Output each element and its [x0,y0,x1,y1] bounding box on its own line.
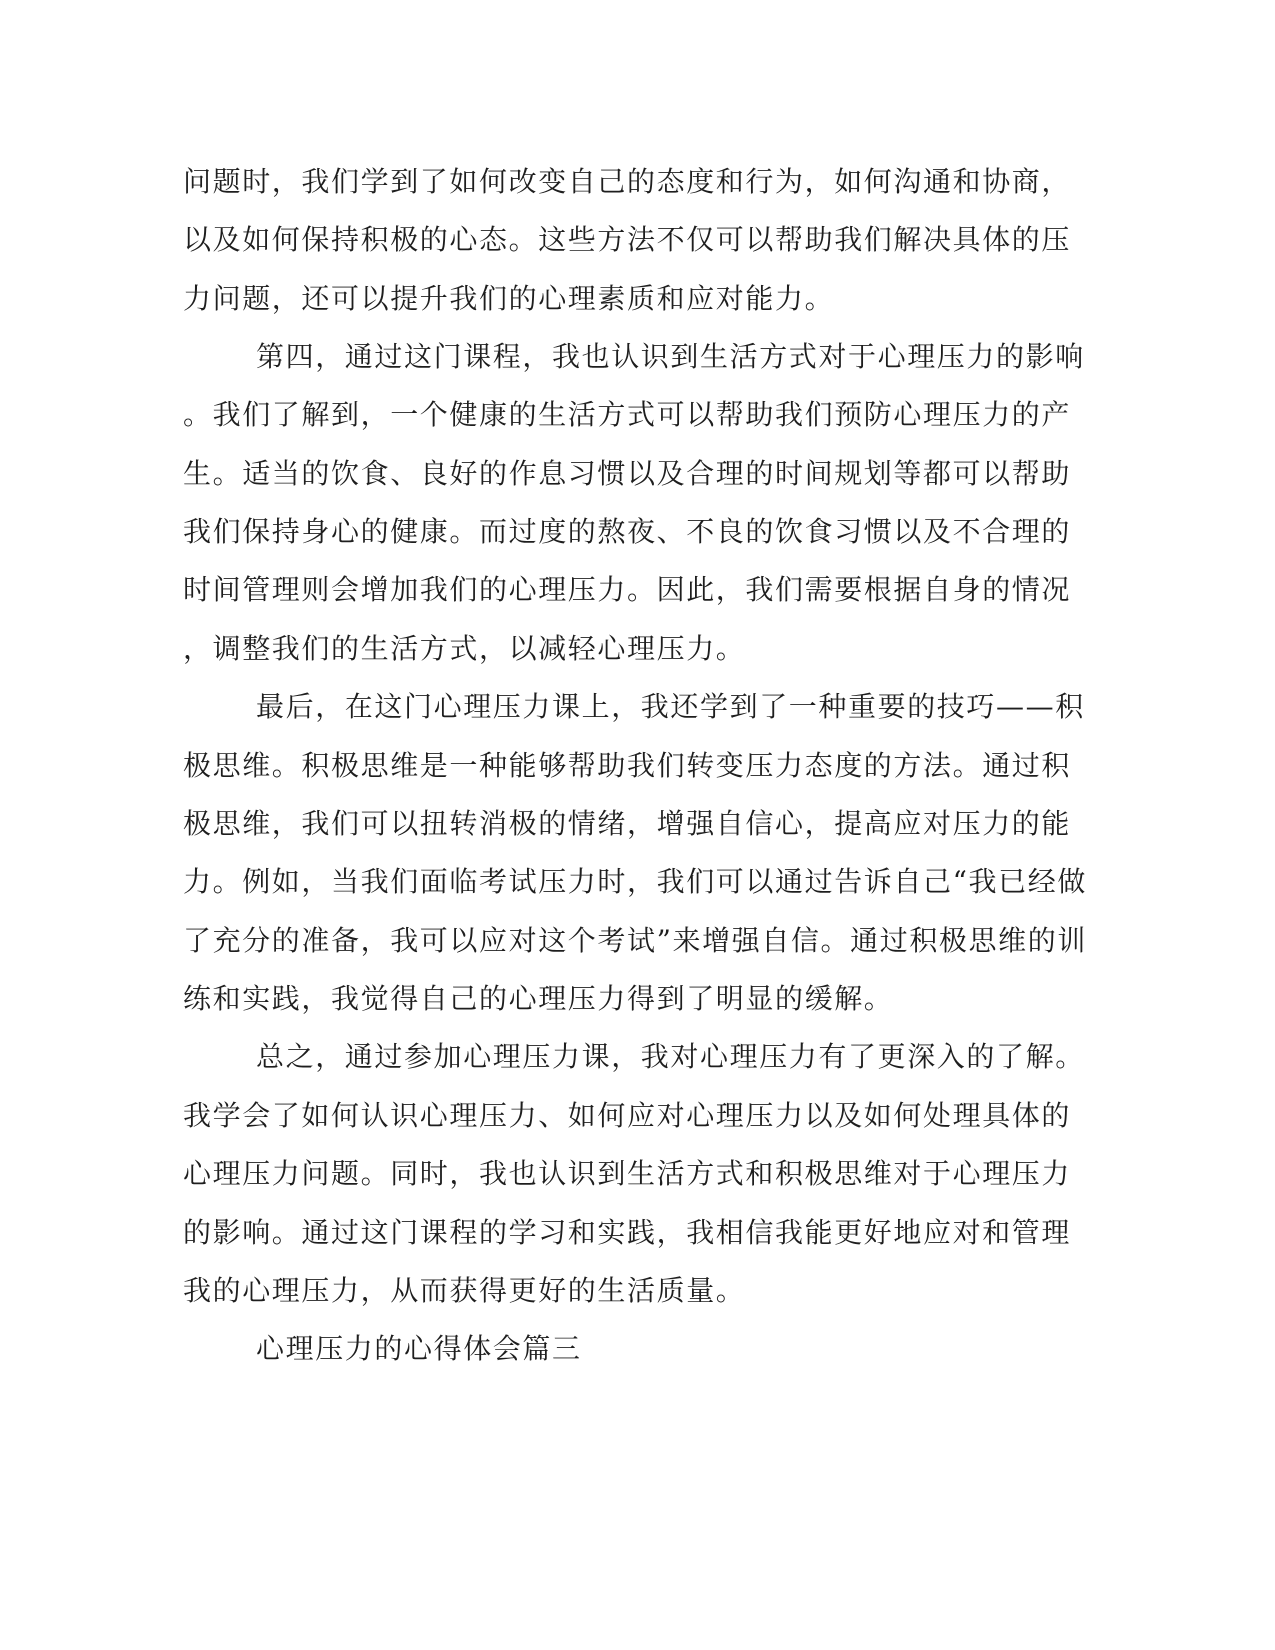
text-line: 的影响。通过这门课程的学习和实践，我相信我能更好地应对和管理 [183,1216,1072,1249]
text-line: 练和实践，我觉得自己的心理压力得到了明显的缓解。 [183,982,894,1015]
paragraph-start-line: 最后，在这门心理压力课上，我还学到了一种重要的技巧——积 [256,690,1085,723]
text-line: 问题时，我们学到了如何改变自己的态度和行为，如何沟通和协商， [183,165,1072,198]
text-line: 我的心理压力，从而获得更好的生活质量。 [183,1274,746,1307]
text-line: 以及如何保持积极的心态。这些方法不仅可以帮助我们解决具体的压 [183,223,1072,256]
text-line: 生。适当的饮食、良好的作息习惯以及合理的时间规划等都可以帮助 [183,457,1072,490]
text-line: 力问题，还可以提升我们的心理素质和应对能力。 [183,282,835,315]
text-line: 极思维。积极思维是一种能够帮助我们转变压力态度的方法。通过积 [183,749,1072,782]
paragraph-start-line: 总之，通过参加心理压力课，我对心理压力有了更深入的了解。 [256,1040,1085,1073]
text-line: 时间管理则会增加我们的心理压力。因此，我们需要根据自身的情况 [183,573,1072,606]
text-line: 我学会了如何认识心理压力、如何应对心理压力以及如何处理具体的 [183,1099,1072,1132]
text-line: 心理压力问题。同时，我也认识到生活方式和积极思维对于心理压力 [183,1157,1072,1190]
text-line: 了充分的准备，我可以应对这个考试”来增强自信。通过积极思维的训 [183,924,1087,957]
text-line: 。我们了解到，一个健康的生活方式可以帮助我们预防心理压力的产 [183,398,1072,431]
section-heading: 心理压力的心得体会篇三 [256,1332,582,1365]
text-line: 我们保持身心的健康。而过度的熬夜、不良的饮食习惯以及不合理的 [183,515,1072,548]
text-line: 极思维，我们可以扭转消极的情绪，增强自信心，提高应对压力的能 [183,807,1072,840]
text-line: ，调整我们的生活方式，以减轻心理压力。 [183,632,746,665]
paragraph-start-line: 第四，通过这门课程，我也认识到生活方式对于心理压力的影响 [256,340,1085,373]
text-line: 力。例如，当我们面临考试压力时，我们可以通过告诉自己“我已经做 [183,865,1087,898]
